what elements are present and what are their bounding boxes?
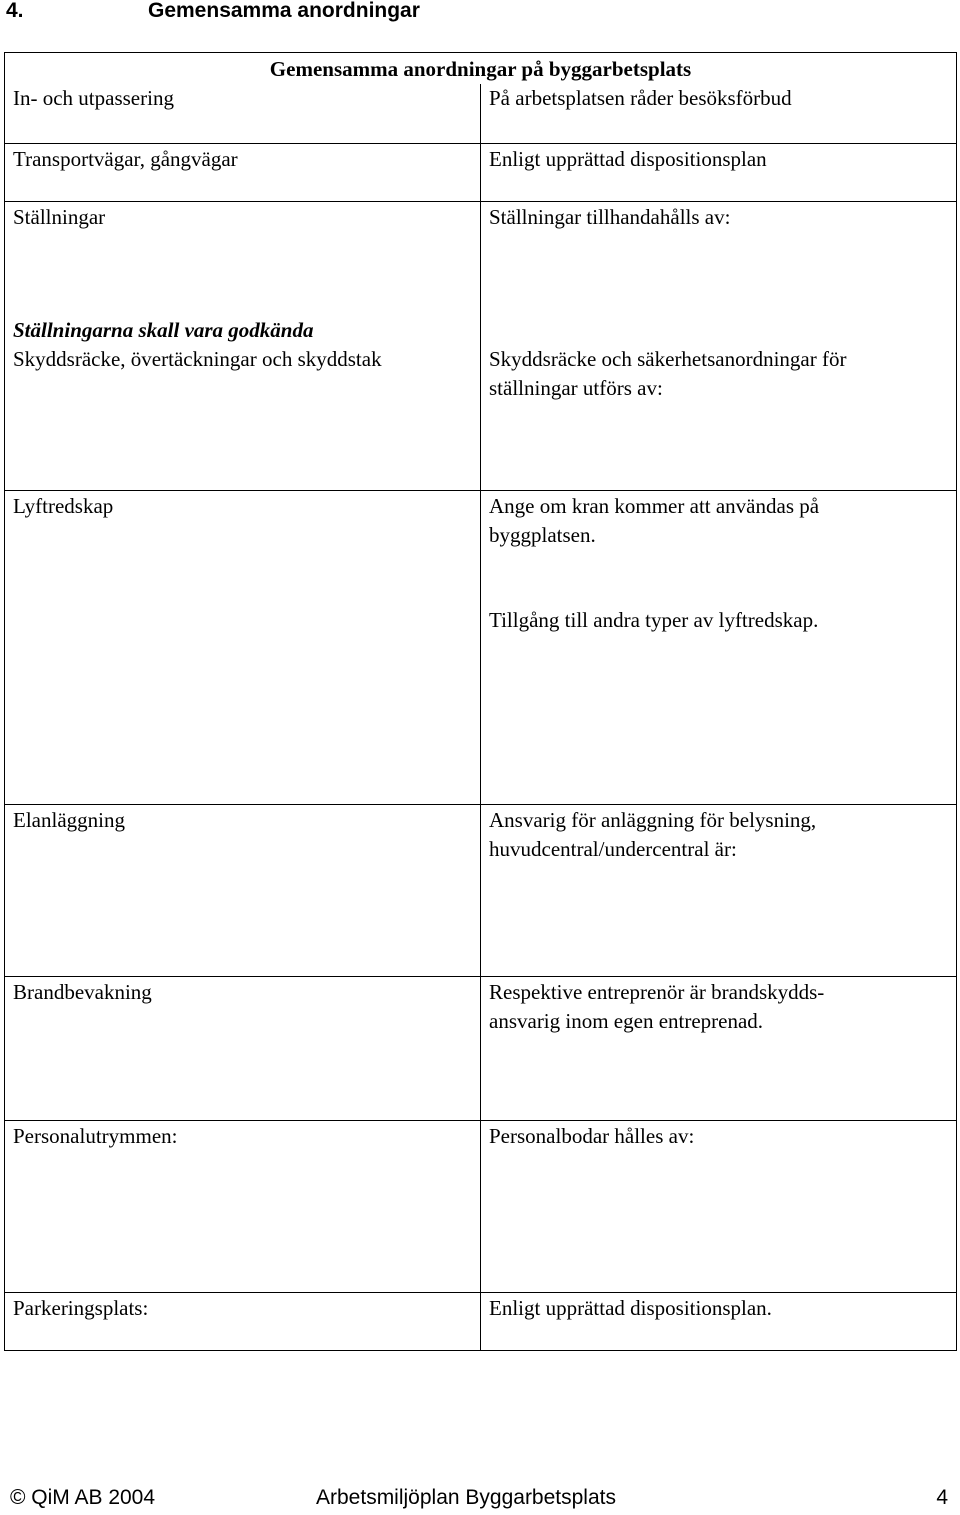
row-value [481,490,957,804]
table-row [5,1120,957,1292]
row-label [5,201,481,490]
document-title: Arbetsmiljöplan Byggarbetsplats [316,1486,616,1509]
row-label-text: Elanläggning [13,807,125,832]
table-row [5,490,957,804]
table-title: Gemensamma anordningar på byggarbetsplats [5,53,957,85]
row-value [481,201,957,490]
row-value-text: byggplatsen. [489,522,596,547]
row-value [481,976,957,1120]
row-label [5,490,481,804]
row-value [481,1120,957,1292]
row-value-text: Tillgång till andra typer av lyftredskap. [489,607,819,632]
row-value [481,1292,957,1350]
page-number: 4 [936,1486,948,1509]
section-number: 4. [6,0,24,22]
row-value-text: Ansvarig för anläggning för belysning, [489,807,817,832]
row-label-text: Ställningar [13,204,106,229]
table-title-row [5,53,957,85]
row-value-text: Skyddsräcke och säkerhetsanordningar för [489,346,847,371]
row-value-text: På arbetsplatsen råder besöksförbud [489,86,792,110]
row-value-text: Ställningar tillhandahålls av: [489,204,731,229]
row-value-text: Enligt upprättad dispositionsplan [489,146,767,171]
row-label [5,84,481,143]
table-row [5,84,957,143]
row-value [481,143,957,201]
row-label [5,143,481,201]
table-row [5,143,957,201]
row-label-text: Skyddsräcke, övertäckningar och skyddstak [13,346,382,371]
scaffold-approval-note: Ställningarna skall vara godkända [13,317,314,342]
row-label-text: Brandbevakning [13,979,152,1004]
row-label-text: Parkeringsplats: [13,1295,149,1320]
section-heading [6,0,420,24]
row-label [5,1292,481,1350]
table-row [5,804,957,976]
table-row [5,1292,957,1350]
row-label-text: Lyftredskap [13,493,114,518]
row-value-text: Ange om kran kommer att användas på [489,493,820,518]
table-row [5,201,957,490]
row-label-text: Transportvägar, gångvägar [13,146,238,171]
row-value-text: Personalbodar hålles av: [489,1123,695,1148]
row-value [481,804,957,976]
row-value [481,84,957,143]
row-label-text: Personalutrymmen: [13,1123,178,1148]
section-title: Gemensamma anordningar [148,0,420,22]
row-value-text: Respektive entreprenör är brandskydds- [489,979,825,1004]
row-label-text: In- och utpassering [13,86,174,110]
row-value-text: Enligt upprättad dispositionsplan. [489,1295,772,1320]
table-row [5,976,957,1120]
arrangements-table [4,52,957,1351]
row-value-text: huvudcentral/undercentral är: [489,836,737,861]
row-value-text: ställningar utförs av: [489,375,663,400]
copyright-notice: © QiM AB 2004 [10,1486,156,1509]
row-label [5,976,481,1120]
row-value-text: ansvarig inom egen entreprenad. [489,1008,764,1033]
row-label [5,1120,481,1292]
row-label [5,804,481,976]
